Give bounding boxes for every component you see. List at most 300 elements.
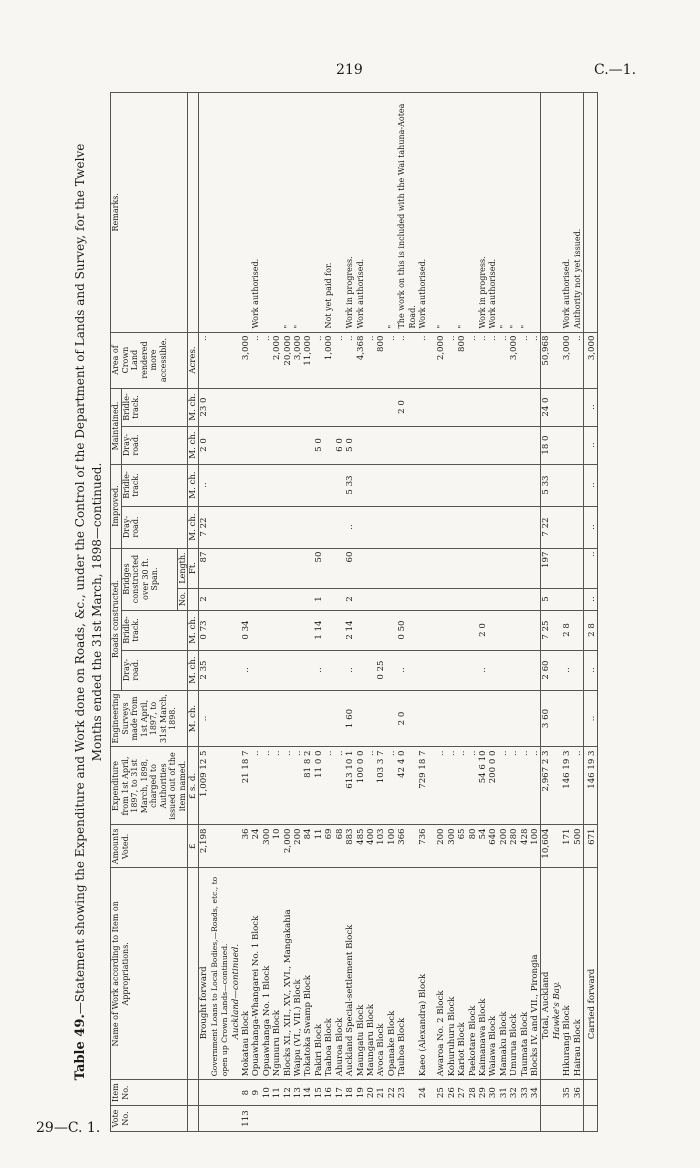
cell-bridges-no (324, 588, 334, 610)
cell-constructed-dray-road (210, 650, 231, 690)
cell-amount-voted: 11 (314, 825, 324, 868)
cell-area-acres (231, 332, 241, 388)
cell-improved-dray-road: 7 22 (541, 506, 552, 548)
cell-constructed-dray-road: .. (584, 650, 598, 690)
header-amounts-voted: Amounts Voted. (111, 825, 188, 868)
cell-constructed-dray-road (428, 650, 436, 690)
cell-expenditure: .. (262, 747, 272, 825)
cell-bridges-no (335, 588, 345, 610)
cell-amount-voted: 65 (457, 825, 467, 868)
cell-constructed-bridle-track (293, 610, 303, 650)
cell-expenditure: .. (272, 747, 282, 825)
cell-vote-no (478, 1106, 488, 1132)
cell-item-no (210, 1080, 231, 1106)
cell-remarks (428, 93, 436, 333)
table-row (283, 93, 293, 1132)
table-title (72, 92, 105, 1132)
cell-constructed-dray-road (447, 650, 457, 690)
cell-item-no: 20 (366, 1080, 376, 1106)
cell-constructed-bridle-track (436, 610, 446, 650)
cell-work-name: Tokatoka Swamp Block (303, 868, 313, 1080)
cell-area-acres: .. (387, 332, 397, 388)
cell-constructed-bridle-track (499, 610, 509, 650)
cell-remarks: " (509, 93, 519, 333)
cell-item-no: 14 (303, 1080, 313, 1106)
cell-surveys (457, 690, 467, 747)
cell-bridges-length (335, 548, 345, 588)
cell-bridges-length (356, 548, 366, 588)
cell-surveys (436, 690, 446, 747)
cell-maintained-bridle-track (509, 388, 519, 426)
cell-item-no: 11 (272, 1080, 282, 1106)
cell-vote-no (509, 1106, 519, 1132)
cell-maintained-dray-road (457, 426, 467, 464)
cell-expenditure: 42 4 0 (397, 747, 418, 825)
cell-maintained-dray-road (520, 426, 530, 464)
cell-work-name: Hikurangi Block (562, 868, 572, 1080)
header-bridges: Bridges constructed over 30 ft. Span. (121, 548, 177, 610)
cell-amount-voted: 36 (241, 825, 251, 868)
cell-improved-bridle-track (457, 464, 467, 506)
cell-expenditure: .. (283, 747, 293, 825)
cell-item-no (541, 1080, 552, 1106)
cell-remarks (303, 93, 313, 333)
cell-maintained-dray-road (562, 426, 572, 464)
cell-bridges-length (520, 548, 530, 588)
cell-improved-bridle-track (499, 464, 509, 506)
cell-maintained-bridle-track (303, 388, 313, 426)
cell-bridges-length (272, 548, 282, 588)
table-row (478, 93, 488, 1132)
cell-work-name: Umurua Block (509, 868, 519, 1080)
cell-amount-voted: 100 (530, 825, 541, 868)
table-row (335, 93, 345, 1132)
rotated-table-page (72, 92, 632, 1132)
cell-maintained-bridle-track (468, 388, 478, 426)
cell-vote-no (447, 1106, 457, 1132)
cell-amount-voted (552, 825, 562, 868)
cell-maintained-dray-road: 2 0 (199, 426, 210, 464)
cell-surveys (520, 690, 530, 747)
cell-bridges-no (210, 588, 231, 610)
cell-area-acres: 800 (457, 332, 467, 388)
cell-item-no: 8 (241, 1080, 251, 1106)
cell-amount-voted (210, 825, 231, 868)
cell-bridges-length (468, 548, 478, 588)
cell-vote-no (199, 1106, 210, 1132)
cell-remarks (231, 93, 241, 333)
cell-surveys (478, 690, 488, 747)
cell-maintained-dray-road (283, 426, 293, 464)
cell-area-acres: .. (478, 332, 488, 388)
table-row (509, 93, 519, 1132)
cell-vote-no (335, 1106, 345, 1132)
cell-constructed-bridle-track (324, 610, 334, 650)
cell-area-acres: 3,000 (241, 332, 251, 388)
cell-constructed-bridle-track (303, 610, 313, 650)
cell-item-no: 27 (457, 1080, 467, 1106)
cell-bridges-no (303, 588, 313, 610)
cell-bridges-length (562, 548, 572, 588)
cell-expenditure: .. (436, 747, 446, 825)
cell-surveys (468, 690, 478, 747)
cell-remarks: Work authorised. (562, 93, 572, 333)
cell-work-name: Government Loans to Local Bodies,—Roads, etc., to open up Crown Lands—continued. (210, 868, 231, 1080)
cell-maintained-bridle-track (241, 388, 251, 426)
cell-remarks: " (499, 93, 509, 333)
cell-vote-no: 113 (241, 1106, 251, 1132)
cell-amount-voted: 485 (356, 825, 366, 868)
cell-item-no: 23 (397, 1080, 418, 1106)
cell-remarks: " (387, 93, 397, 333)
cell-remarks: " (436, 93, 446, 333)
cell-constructed-bridle-track (552, 610, 562, 650)
cell-bridges-length: 87 (199, 548, 210, 588)
cell-vote-no (314, 1106, 324, 1132)
cell-bridges-length (457, 548, 467, 588)
cell-maintained-dray-road (387, 426, 397, 464)
cell-bridges-length: 197 (541, 548, 552, 588)
cell-maintained-bridle-track (324, 388, 334, 426)
cell-amount-voted: 500 (573, 825, 584, 868)
table-row (457, 93, 467, 1132)
cell-bridges-length (262, 548, 272, 588)
cell-amount-voted: 428 (520, 825, 530, 868)
cell-improved-dray-road (530, 506, 541, 548)
cell-remarks (314, 93, 324, 333)
cell-maintained-dray-road (303, 426, 313, 464)
cell-bridges-length (376, 548, 386, 588)
cell-area-acres: 4,368 (356, 332, 366, 388)
cell-improved-dray-road (251, 506, 261, 548)
cell-improved-bridle-track (376, 464, 386, 506)
cell-amount-voted: 671 (584, 825, 598, 868)
cell-bridges-length (303, 548, 313, 588)
cell-maintained-dray-road (447, 426, 457, 464)
cell-constructed-dray-road: .. (345, 650, 355, 690)
document-code: C.—1. (594, 62, 637, 78)
cell-surveys (272, 690, 282, 747)
cell-improved-dray-road (562, 506, 572, 548)
cell-maintained-bridle-track (457, 388, 467, 426)
cell-bridges-no: 2 (345, 588, 355, 610)
cell-expenditure: .. (573, 747, 584, 825)
table-row (345, 93, 355, 1132)
cell-bridges-no (283, 588, 293, 610)
cell-remarks (241, 93, 251, 333)
cell-amount-voted: 200 (436, 825, 446, 868)
cell-remarks (447, 93, 457, 333)
cell-constructed-bridle-track: 2 8 (584, 610, 598, 650)
cell-improved-dray-road (573, 506, 584, 548)
table-row (356, 93, 366, 1132)
cell-vote-no (562, 1106, 572, 1132)
cell-item-no: 31 (499, 1080, 509, 1106)
cell-work-name: Avoca Block (376, 868, 386, 1080)
cell-constructed-dray-road: 2 60 (541, 650, 552, 690)
header-expenditure: Expenditure from 1st April, 1897, to 31st March, 1898, charged to Authorities issued out of the item named. (111, 747, 188, 825)
cell-area-acres: 2,000 (272, 332, 282, 388)
cell-vote-no (293, 1106, 303, 1132)
cell-remarks: The work on this is included with the Wai tahuna-Aotea Road. (397, 93, 418, 333)
cell-surveys (530, 690, 541, 747)
cell-remarks: Work authorised. (488, 93, 498, 333)
cell-improved-dray-road (418, 506, 428, 548)
cell-constructed-dray-road (530, 650, 541, 690)
cell-maintained-dray-road (231, 426, 241, 464)
header-vote-no: Vote No. (111, 1106, 188, 1132)
cell-bridges-length (488, 548, 498, 588)
cell-remarks: Work in progress. (478, 93, 488, 333)
cell-constructed-bridle-track (387, 610, 397, 650)
cell-bridges-no (573, 588, 584, 610)
cell-expenditure: .. (468, 747, 478, 825)
cell-amount-voted: 100 (387, 825, 397, 868)
unit-constructed-bridle: M. ch. (188, 610, 199, 650)
cell-maintained-bridle-track (356, 388, 366, 426)
cell-constructed-dray-road (324, 650, 334, 690)
cell-surveys (231, 690, 241, 747)
cell-maintained-dray-road: 5 0 (314, 426, 324, 464)
cell-remarks (468, 93, 478, 333)
cell-vote-no (520, 1106, 530, 1132)
header-engineering-surveys: Engineering Surveys made from 1st April, 1897, to 31st March, 1898. (111, 690, 188, 747)
table-row (199, 93, 210, 1132)
cell-bridges-length (509, 548, 519, 588)
cell-remarks: " (283, 93, 293, 333)
cell-improved-bridle-track (241, 464, 251, 506)
cell-area-acres: .. (573, 332, 584, 388)
cell-bridges-length (366, 548, 376, 588)
cell-vote-no (488, 1106, 498, 1132)
cell-expenditure: .. (335, 747, 345, 825)
cell-maintained-dray-road: .. (584, 426, 598, 464)
cell-remarks (210, 93, 231, 333)
cell-area-acres: 11,000 (303, 332, 313, 388)
cell-improved-bridle-track (397, 464, 418, 506)
cell-vote-no (251, 1106, 261, 1132)
cell-amount-voted: 103 (376, 825, 386, 868)
cell-constructed-bridle-track: 0 50 (397, 610, 418, 650)
cell-vote-no (272, 1106, 282, 1132)
cell-constructed-dray-road (387, 650, 397, 690)
cell-work-name: Waiawa Block (488, 868, 498, 1080)
cell-maintained-bridle-track (552, 388, 562, 426)
table-row (293, 93, 303, 1132)
cell-bridges-no (552, 588, 562, 610)
cell-work-name: Paekotare Block (468, 868, 478, 1080)
header-item-no: Item No. (111, 1080, 188, 1106)
cell-bridges-no (262, 588, 272, 610)
cell-improved-bridle-track (356, 464, 366, 506)
cell-amount-voted: 200 (499, 825, 509, 868)
cell-improved-dray-road (436, 506, 446, 548)
table-row (541, 93, 552, 1132)
table-row (314, 93, 324, 1132)
cell-surveys: 3 60 (541, 690, 552, 747)
cell-improved-dray-road (488, 506, 498, 548)
cell-expenditure: 1,009 12 5 (199, 747, 210, 825)
cell-constructed-bridle-track (509, 610, 519, 650)
cell-bridges-length: 60 (345, 548, 355, 588)
cell-maintained-dray-road (436, 426, 446, 464)
units-row (188, 93, 199, 1132)
cell-maintained-bridle-track (562, 388, 572, 426)
cell-item-no: 32 (509, 1080, 519, 1106)
cell-vote-no (530, 1106, 541, 1132)
cell-surveys (283, 690, 293, 747)
cell-work-name: Waipu (VI., VII.) Block (293, 868, 303, 1080)
cell-bridges-no (457, 588, 467, 610)
unit-maintained-bridle: M. ch. (188, 388, 199, 426)
cell-item-no (428, 1080, 436, 1106)
cell-maintained-dray-road: 18 0 (541, 426, 552, 464)
cell-item-no: 35 (562, 1080, 572, 1106)
cell-amount-voted: 366 (397, 825, 418, 868)
cell-maintained-dray-road (488, 426, 498, 464)
cell-improved-dray-road (509, 506, 519, 548)
cell-maintained-dray-road (478, 426, 488, 464)
cell-surveys (335, 690, 345, 747)
cell-constructed-bridle-track (283, 610, 293, 650)
cell-vote-no (499, 1106, 509, 1132)
cell-maintained-dray-road (210, 426, 231, 464)
table-row (584, 93, 598, 1132)
cell-vote-no (262, 1106, 272, 1132)
table-row (530, 93, 541, 1132)
cell-remarks (376, 93, 386, 333)
cell-maintained-dray-road (468, 426, 478, 464)
cell-vote-no (397, 1106, 418, 1132)
table-row (447, 93, 457, 1132)
cell-constructed-bridle-track: 2 0 (478, 610, 488, 650)
cell-maintained-dray-road (324, 426, 334, 464)
cell-surveys: 1 60 (345, 690, 355, 747)
cell-amount-voted: 640 (488, 825, 498, 868)
cell-remarks: Work in progress. (345, 93, 355, 333)
cell-area-acres: .. (262, 332, 272, 388)
cell-improved-dray-road (303, 506, 313, 548)
cell-expenditure: 2,967 2 3 (541, 747, 552, 825)
cell-area-acres (210, 332, 231, 388)
cell-amount-voted: 68 (335, 825, 345, 868)
cell-surveys (262, 690, 272, 747)
cell-bridges-no (251, 588, 261, 610)
cell-improved-dray-road (324, 506, 334, 548)
cell-item-no: 34 (530, 1080, 541, 1106)
cell-bridges-length (428, 548, 436, 588)
cell-improved-bridle-track (272, 464, 282, 506)
cell-work-name: Taahoa Block (324, 868, 334, 1080)
cell-constructed-dray-road: 2 35 (199, 650, 210, 690)
cell-bridges-no (293, 588, 303, 610)
cell-item-no: 26 (447, 1080, 457, 1106)
cell-amount-voted: 400 (366, 825, 376, 868)
cell-improved-bridle-track (478, 464, 488, 506)
cell-remarks (335, 93, 345, 333)
cell-constructed-bridle-track (272, 610, 282, 650)
cell-improved-bridle-track (335, 464, 345, 506)
cell-bridges-no: 1 (314, 588, 324, 610)
cell-bridges-no (387, 588, 397, 610)
cell-work-name: Ahuroa Block (335, 868, 345, 1080)
cell-constructed-bridle-track: 1 14 (314, 610, 324, 650)
cell-maintained-bridle-track (314, 388, 324, 426)
cell-improved-dray-road (520, 506, 530, 548)
cell-amount-voted: 84 (303, 825, 313, 868)
cell-work-name: Kariot Block (457, 868, 467, 1080)
cell-improved-bridle-track (436, 464, 446, 506)
cell-area-acres: .. (314, 332, 324, 388)
table-body (188, 93, 598, 1132)
unit-improved-bridle: M. ch. (188, 464, 199, 506)
cell-surveys (251, 690, 261, 747)
cell-constructed-bridle-track (428, 610, 436, 650)
cell-item-no (231, 1080, 241, 1106)
cell-expenditure: .. (499, 747, 509, 825)
cell-amount-voted: 736 (418, 825, 428, 868)
cell-work-name: Total, Auckland (541, 868, 552, 1080)
cell-improved-bridle-track (283, 464, 293, 506)
cell-maintained-bridle-track (366, 388, 376, 426)
cell-maintained-bridle-track (387, 388, 397, 426)
cell-improved-dray-road: .. (584, 506, 598, 548)
cell-maintained-bridle-track (335, 388, 345, 426)
cell-amount-voted (231, 825, 241, 868)
cell-constructed-dray-road (436, 650, 446, 690)
cell-vote-no (418, 1106, 428, 1132)
cell-constructed-bridle-track: 7 25 (541, 610, 552, 650)
cell-bridges-no: 5 (541, 588, 552, 610)
cell-improved-dray-road (241, 506, 251, 548)
cell-amount-voted: 2,198 (199, 825, 210, 868)
table-row (231, 93, 241, 1132)
cell-work-name: Kaimanawa Block (478, 868, 488, 1080)
cell-constructed-dray-road: 0 25 (376, 650, 386, 690)
cell-item-no: 16 (324, 1080, 334, 1106)
cell-improved-dray-road (376, 506, 386, 548)
table-row (488, 93, 498, 1132)
cell-maintained-bridle-track (499, 388, 509, 426)
cell-improved-bridle-track (293, 464, 303, 506)
cell-area-acres: .. (199, 332, 210, 388)
cell-improved-dray-road (293, 506, 303, 548)
cell-improved-dray-road (335, 506, 345, 548)
cell-remarks: " (293, 93, 303, 333)
cell-bridges-no (468, 588, 478, 610)
cell-item-no: 9 (251, 1080, 261, 1106)
header-roads-constructed: Roads constructed. (111, 548, 122, 690)
cell-area-acres: 3,000 (562, 332, 572, 388)
cell-amount-voted: 300 (262, 825, 272, 868)
cell-expenditure: .. (324, 747, 334, 825)
cell-maintained-bridle-track (376, 388, 386, 426)
cell-maintained-dray-road (293, 426, 303, 464)
cell-maintained-bridle-track (436, 388, 446, 426)
cell-constructed-dray-road (499, 650, 509, 690)
cell-maintained-dray-road (573, 426, 584, 464)
cell-surveys (376, 690, 386, 747)
cell-bridges-length (231, 548, 241, 588)
cell-constructed-dray-road (366, 650, 376, 690)
cell-expenditure: .. (509, 747, 519, 825)
cell-constructed-dray-road: .. (397, 650, 418, 690)
cell-expenditure: .. (366, 747, 376, 825)
cell-surveys: 2 0 (397, 690, 418, 747)
cell-constructed-dray-road (283, 650, 293, 690)
cell-work-name: Mamaku Block (499, 868, 509, 1080)
cell-improved-bridle-track (447, 464, 457, 506)
